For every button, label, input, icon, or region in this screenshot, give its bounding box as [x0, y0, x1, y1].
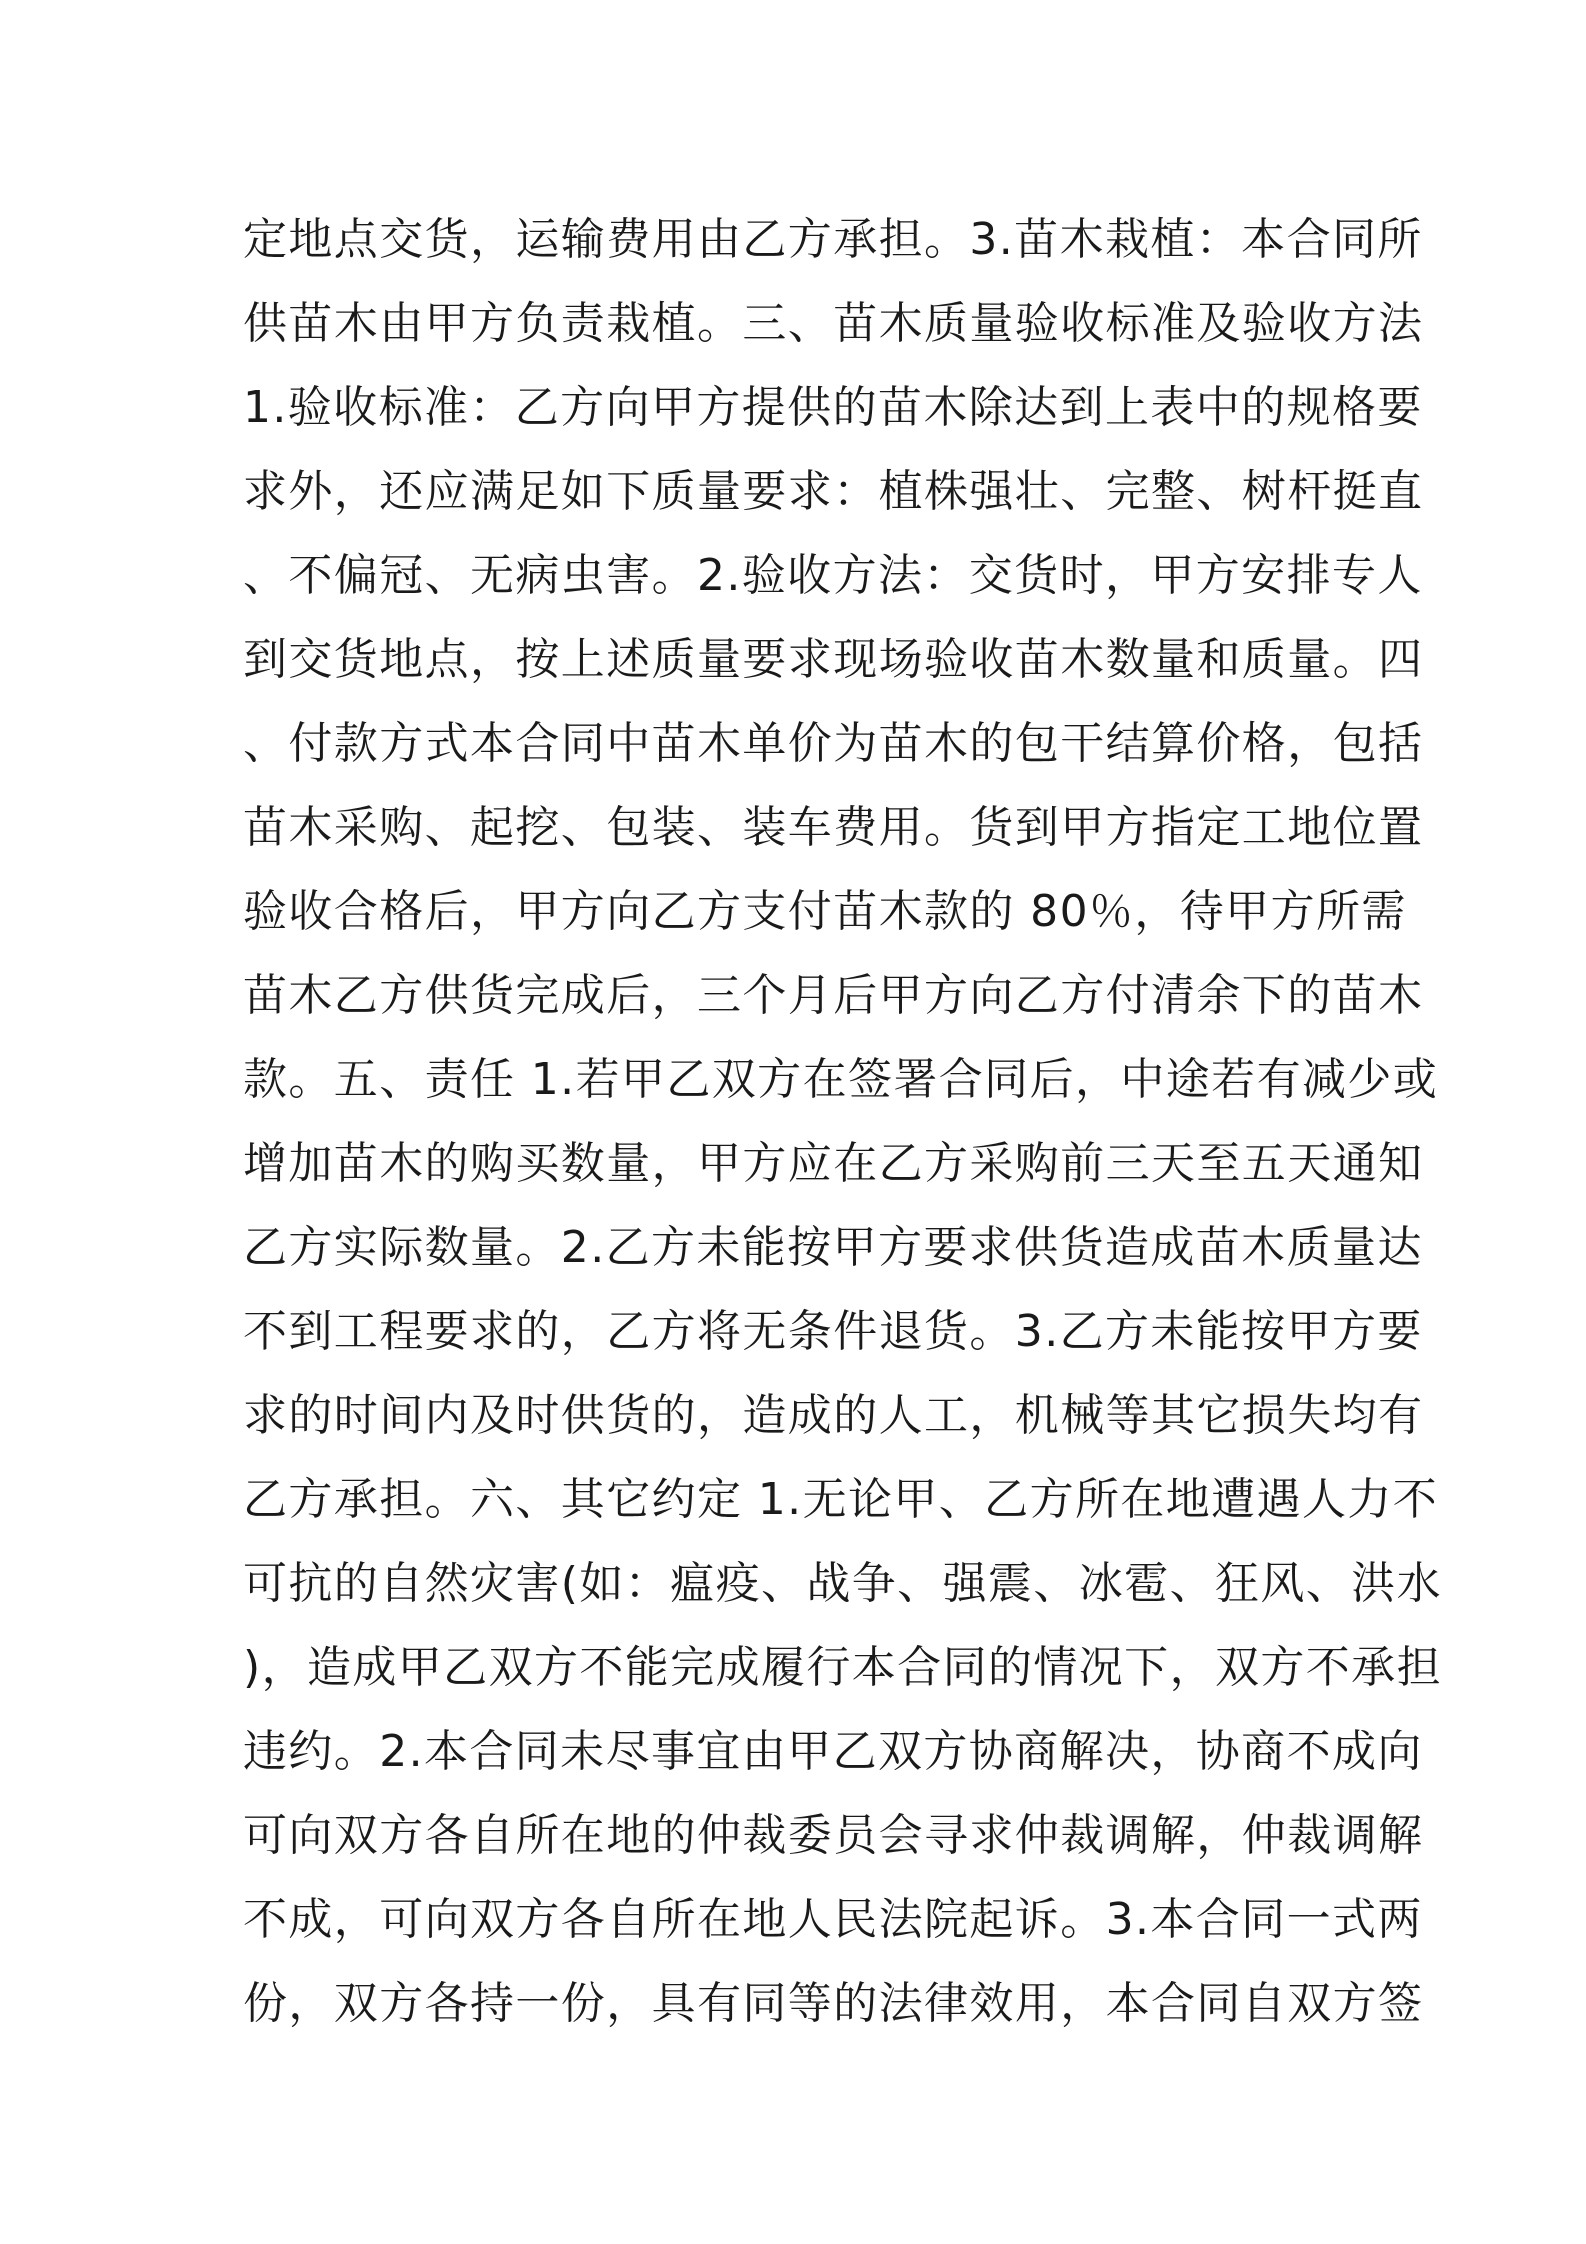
text-line: 苗木乙方供货完成后，三个月后甲方向乙方付清余下的苗木	[243, 970, 1424, 1021]
text-line: 可抗的自然灾害(如：瘟疫、战争、强震、冰雹、狂风、洪水	[243, 1558, 1442, 1609]
text-line: 可向双方各自所在地的仲裁委员会寻求仲裁调解，仲裁调解	[243, 1810, 1424, 1861]
text-line: 乙方承担。六、其它约定 1.无论甲、乙方所在地遭遇人力不	[243, 1474, 1439, 1525]
text-line: 到交货地点，按上述质量要求现场验收苗木数量和质量。四	[243, 634, 1424, 685]
text-line: 验收合格后，甲方向乙方支付苗木款的 80％，待甲方所需	[243, 886, 1407, 937]
text-line: 不到工程要求的，乙方将无条件退货。3.乙方未能按甲方要	[243, 1306, 1423, 1357]
text-line: 苗木采购、起挖、包装、装车费用。货到甲方指定工地位置	[243, 802, 1424, 853]
text-line: 、付款方式本合同中苗木单价为苗木的包干结算价格，包括	[243, 718, 1424, 769]
text-line: 供苗木由甲方负责栽植。三、苗木质量验收标准及验收方法	[243, 298, 1424, 349]
text-line: 增加苗木的购买数量，甲方应在乙方采购前三天至五天通知	[243, 1138, 1424, 1189]
text-line: 违约。2.本合同未尽事宜由甲乙双方协商解决，协商不成向	[243, 1726, 1423, 1777]
text-line: 份，双方各持一份，具有同等的法律效用，本合同自双方签	[243, 1978, 1424, 2029]
contract-body-text	[243, 198, 1442, 2046]
text-line: 乙方实际数量。2.乙方未能按甲方要求供货造成苗木质量达	[243, 1222, 1423, 1273]
text-line: 定地点交货，运输费用由乙方承担。3.苗木栽植：本合同所	[243, 214, 1423, 265]
text-line: )，造成甲乙双方不能完成履行本合同的情况下，双方不承担	[243, 1642, 1442, 1693]
text-line: 1.验收标准：乙方向甲方提供的苗木除达到上表中的规格要	[243, 382, 1423, 433]
text-line: 求外，还应满足如下质量要求：植株强壮、完整、树杆挺直	[243, 466, 1424, 517]
text-line: 、不偏冠、无病虫害。2.验收方法：交货时，甲方安排专人	[243, 550, 1423, 601]
text-line: 求的时间内及时供货的，造成的人工，机械等其它损失均有	[243, 1390, 1424, 1441]
text-line: 款。五、责任 1.若甲乙双方在签署合同后，中途若有减少或	[243, 1054, 1439, 1105]
text-line: 不成，可向双方各自所在地人民法院起诉。3.本合同一式两	[243, 1894, 1423, 1945]
